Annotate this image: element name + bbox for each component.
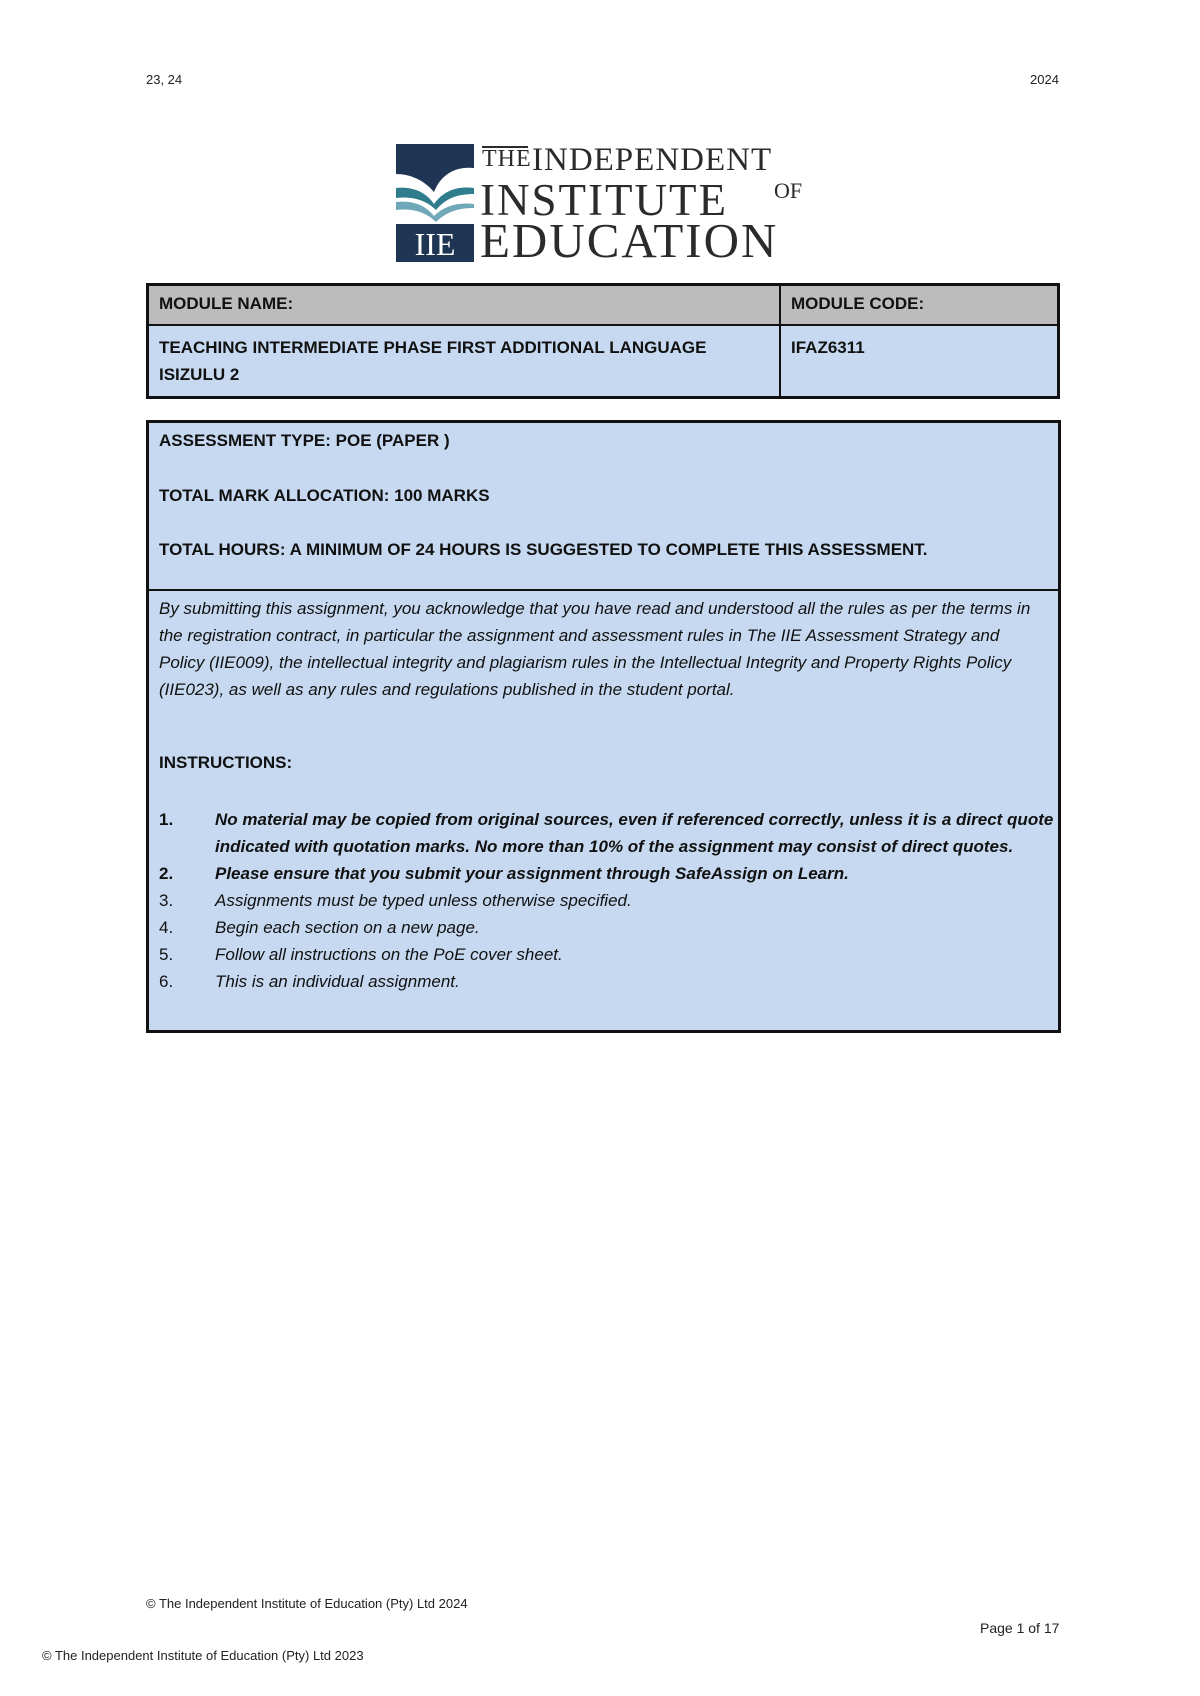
- instruction-number: 4.: [159, 918, 174, 937]
- module-code-header: MODULE CODE:: [780, 285, 1059, 326]
- module-name-value: TEACHING INTERMEDIATE PHASE FIRST ADDITIONAL LANGUAGE ISIZULU 2: [148, 325, 781, 398]
- instruction-number: 5.: [159, 945, 174, 964]
- page-number: Page 1 of 17: [980, 1620, 1060, 1636]
- instruction-text: Please ensure that you submit your assignment through SafeAssign on Learn.: [215, 864, 849, 883]
- total-hours: TOTAL HOURS: A MINIMUM OF 24 HOURS IS SUGGESTED TO COMPLETE THIS ASSESSMENT.: [159, 540, 928, 559]
- logo-independent: INDEPENDENT: [532, 142, 773, 178]
- logo-of: OF: [773, 178, 803, 203]
- instruction-item: [159, 887, 1055, 914]
- header-left-text: 23, 24: [146, 72, 183, 87]
- module-name-header: MODULE NAME:: [148, 285, 781, 326]
- iie-logo-mark-icon: [396, 144, 474, 262]
- instruction-item: [159, 914, 1055, 941]
- module-code-value: IFAZ6311: [780, 325, 1059, 398]
- module-info-table: [146, 283, 1060, 399]
- instruction-item: [159, 968, 1055, 995]
- logo-the: THE: [482, 146, 532, 172]
- instruction-number: 6.: [159, 972, 174, 991]
- instruction-text: Begin each section on a new page.: [215, 918, 480, 937]
- instruction-item: [159, 860, 1055, 887]
- instruction-item: [159, 941, 1055, 968]
- instructions-heading: INSTRUCTIONS:: [159, 753, 293, 772]
- footer-copyright-2023: © The Independent Institute of Education (Pty) Ltd 2023: [42, 1648, 364, 1663]
- logo-education: EDUCATION: [480, 213, 779, 268]
- instruction-text: No material may be copied from original sources, even if referenced correctly, unless it is a direct quote indicated with quotation marks. No more than 10% of the assignment may consist of direct quotes.: [215, 810, 1054, 856]
- instruction-text: This is an individual assignment.: [215, 972, 460, 991]
- assessment-summary: [149, 423, 1058, 591]
- iie-logo: [396, 142, 811, 268]
- header-year: 2024: [1030, 72, 1059, 87]
- instruction-number: 1.: [159, 810, 174, 829]
- instruction-number: 3.: [159, 891, 174, 910]
- module-table-header-row: [148, 285, 1059, 326]
- assessment-box: [146, 420, 1061, 1033]
- instruction-item: [159, 806, 1055, 860]
- instruction-text: Follow all instructions on the PoE cover sheet.: [215, 945, 563, 964]
- module-table-value-row: [148, 325, 1059, 398]
- total-mark-allocation: TOTAL MARK ALLOCATION: 100 MARKS: [159, 486, 490, 505]
- instruction-number: 2.: [159, 864, 174, 883]
- assessment-type: ASSESSMENT TYPE: POE (PAPER ): [159, 431, 450, 450]
- logo-badge-text: IIE: [414, 226, 456, 262]
- acknowledgement-paragraph: By submitting this assignment, you acknowledge that you have read and understood all the rules as per the terms in the registration contract, in particular the assignment and assessment rules in The IIE Assessment Strategy and Policy (IIE009), the intellectual integrity and plagiarism rules in the Intellectual Integrity and Property Rights Policy (IIE023), as well as any rules and regulations published in the student portal.: [159, 599, 1031, 699]
- logo-institute: INSTITUTE: [480, 175, 728, 225]
- footer-copyright-2024: © The Independent Institute of Education (Pty) Ltd 2024: [146, 1596, 468, 1611]
- instruction-text: Assignments must be typed unless otherwise specified.: [215, 891, 632, 910]
- instructions-list: [159, 806, 1055, 995]
